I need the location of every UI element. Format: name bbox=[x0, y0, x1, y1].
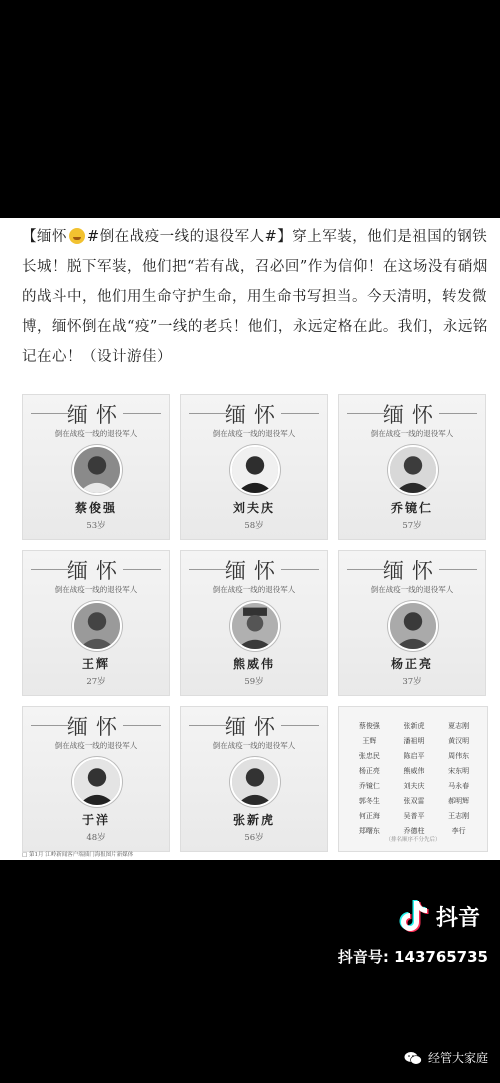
list-name: 乔镜仁 bbox=[358, 782, 380, 790]
person-age: 59岁 bbox=[244, 677, 264, 687]
person-name: 张新虎 bbox=[232, 813, 275, 827]
card-title: 缅怀 bbox=[67, 715, 125, 739]
list-name: 何正海 bbox=[358, 812, 380, 820]
tiktok-brand-text: 抖音 bbox=[435, 905, 480, 931]
card-subtitle: 倒在战疫一线的退役军人 bbox=[54, 741, 138, 750]
wechat-icon bbox=[404, 1051, 422, 1065]
card-subtitle: 倒在战疫一线的退役军人 bbox=[212, 741, 296, 750]
wechat-account-name: 经管大家庭 bbox=[427, 1051, 488, 1065]
card-subtitle: 倒在战疫一线的退役军人 bbox=[370, 585, 454, 594]
list-name: 张双雷 bbox=[403, 797, 425, 805]
memorial-card bbox=[338, 394, 486, 540]
person-name: 杨正亮 bbox=[390, 657, 433, 671]
list-name: 潘祖明 bbox=[403, 737, 425, 745]
list-name: 宋东明 bbox=[448, 767, 470, 775]
list-name: 刘夫庆 bbox=[403, 782, 425, 790]
portrait-photo bbox=[230, 601, 280, 651]
portrait-photo bbox=[388, 445, 438, 495]
crying-emoji-icon bbox=[69, 228, 85, 244]
list-name: 马永春 bbox=[448, 782, 470, 790]
memorial-grid bbox=[22, 394, 492, 860]
person-name: 蔡俊强 bbox=[74, 501, 117, 515]
card-subtitle: 倒在战疫一线的退役军人 bbox=[212, 429, 296, 438]
card-subtitle: 倒在战疫一线的退役军人 bbox=[54, 429, 138, 438]
list-name: 乔德柱 bbox=[403, 827, 425, 835]
portrait-photo bbox=[72, 601, 122, 651]
person-age: 37岁 bbox=[402, 677, 422, 687]
list-name: 夏志刚 bbox=[448, 722, 470, 730]
list-name: 王辉 bbox=[362, 737, 377, 745]
post-image bbox=[0, 218, 500, 860]
list-name: 张忠民 bbox=[358, 752, 380, 760]
top-black-bar bbox=[0, 0, 500, 218]
name-list bbox=[347, 721, 481, 836]
list-note: （排名顺序不分先后） bbox=[385, 837, 441, 843]
person-age: 56岁 bbox=[244, 833, 264, 843]
card-subtitle: 倒在战疫一线的退役军人 bbox=[54, 585, 138, 594]
portrait-photo bbox=[230, 445, 280, 495]
post-caption bbox=[22, 222, 488, 372]
tiktok-id: 抖音号: 143765735 bbox=[337, 948, 488, 966]
person-name: 乔镜仁 bbox=[390, 501, 433, 515]
portrait-photo bbox=[388, 601, 438, 651]
person-age: 48岁 bbox=[86, 833, 106, 843]
person-age: 27岁 bbox=[86, 677, 106, 687]
list-name: 李行 bbox=[451, 827, 466, 835]
list-name: 黄汉明 bbox=[448, 737, 470, 745]
person-age: 58岁 bbox=[244, 521, 264, 531]
list-name: 张新虎 bbox=[403, 722, 425, 730]
card-subtitle: 倒在战疫一线的退役军人 bbox=[212, 585, 296, 594]
list-name: 郝明辉 bbox=[448, 797, 470, 805]
tiktok-logo-icon bbox=[396, 898, 430, 934]
portrait-photo bbox=[230, 757, 280, 807]
card-title: 缅怀 bbox=[225, 715, 283, 739]
list-name: 郑曙东 bbox=[358, 827, 380, 835]
card-title: 缅怀 bbox=[67, 559, 125, 583]
caption-prefix: 【缅怀 bbox=[22, 229, 67, 245]
person-name: 于洋 bbox=[81, 813, 110, 827]
portrait-photo bbox=[72, 757, 122, 807]
footer-note: □ 第1月 江岭新闻客户端插门海报图片新媒体 bbox=[22, 852, 134, 858]
portrait-photo bbox=[72, 445, 122, 495]
person-age: 53岁 bbox=[86, 521, 106, 531]
list-name: 吴普平 bbox=[403, 812, 425, 820]
name-list-card bbox=[338, 706, 488, 852]
card-title: 缅怀 bbox=[383, 559, 441, 583]
caption-text: #倒在战疫一线的退役军人#】穿上军装，他们是祖国的钢铁长城！脱下军装，他们把“若有战，召必回”作为信仰！在这场没有硝烟的战斗中，他们用生命守护生命，用生命书写担当。今天清明，转发微博，缅怀倒在战“疫”一线的老兵！他们，永远定格在此。我们，永远铭记在心！（设计游佳） bbox=[22, 229, 488, 365]
memorial-card bbox=[22, 394, 170, 540]
memorial-card bbox=[180, 706, 328, 852]
card-title: 缅怀 bbox=[67, 403, 125, 427]
list-name: 郭冬生 bbox=[358, 797, 380, 805]
list-name: 周伟东 bbox=[448, 752, 470, 760]
list-name: 熊威伟 bbox=[403, 767, 425, 775]
card-subtitle: 倒在战疫一线的退役军人 bbox=[370, 429, 454, 438]
list-name: 王志刚 bbox=[448, 812, 470, 820]
memorial-card bbox=[180, 394, 328, 540]
card-title: 缅怀 bbox=[225, 403, 283, 427]
list-name: 杨正亮 bbox=[358, 767, 380, 775]
list-name: 陈启平 bbox=[403, 752, 425, 760]
card-title: 缅怀 bbox=[225, 559, 283, 583]
memorial-card bbox=[180, 550, 328, 696]
wechat-watermark bbox=[404, 1049, 488, 1066]
person-age: 57岁 bbox=[402, 521, 422, 531]
memorial-card bbox=[22, 706, 170, 852]
tiktok-watermark bbox=[396, 898, 480, 934]
card-title: 缅怀 bbox=[383, 403, 441, 427]
person-name: 熊威伟 bbox=[232, 657, 275, 671]
person-name: 刘夫庆 bbox=[232, 501, 275, 515]
memorial-card bbox=[338, 550, 486, 696]
memorial-card bbox=[22, 550, 170, 696]
list-name: 蔡俊强 bbox=[358, 722, 380, 730]
person-name: 王辉 bbox=[81, 657, 110, 671]
